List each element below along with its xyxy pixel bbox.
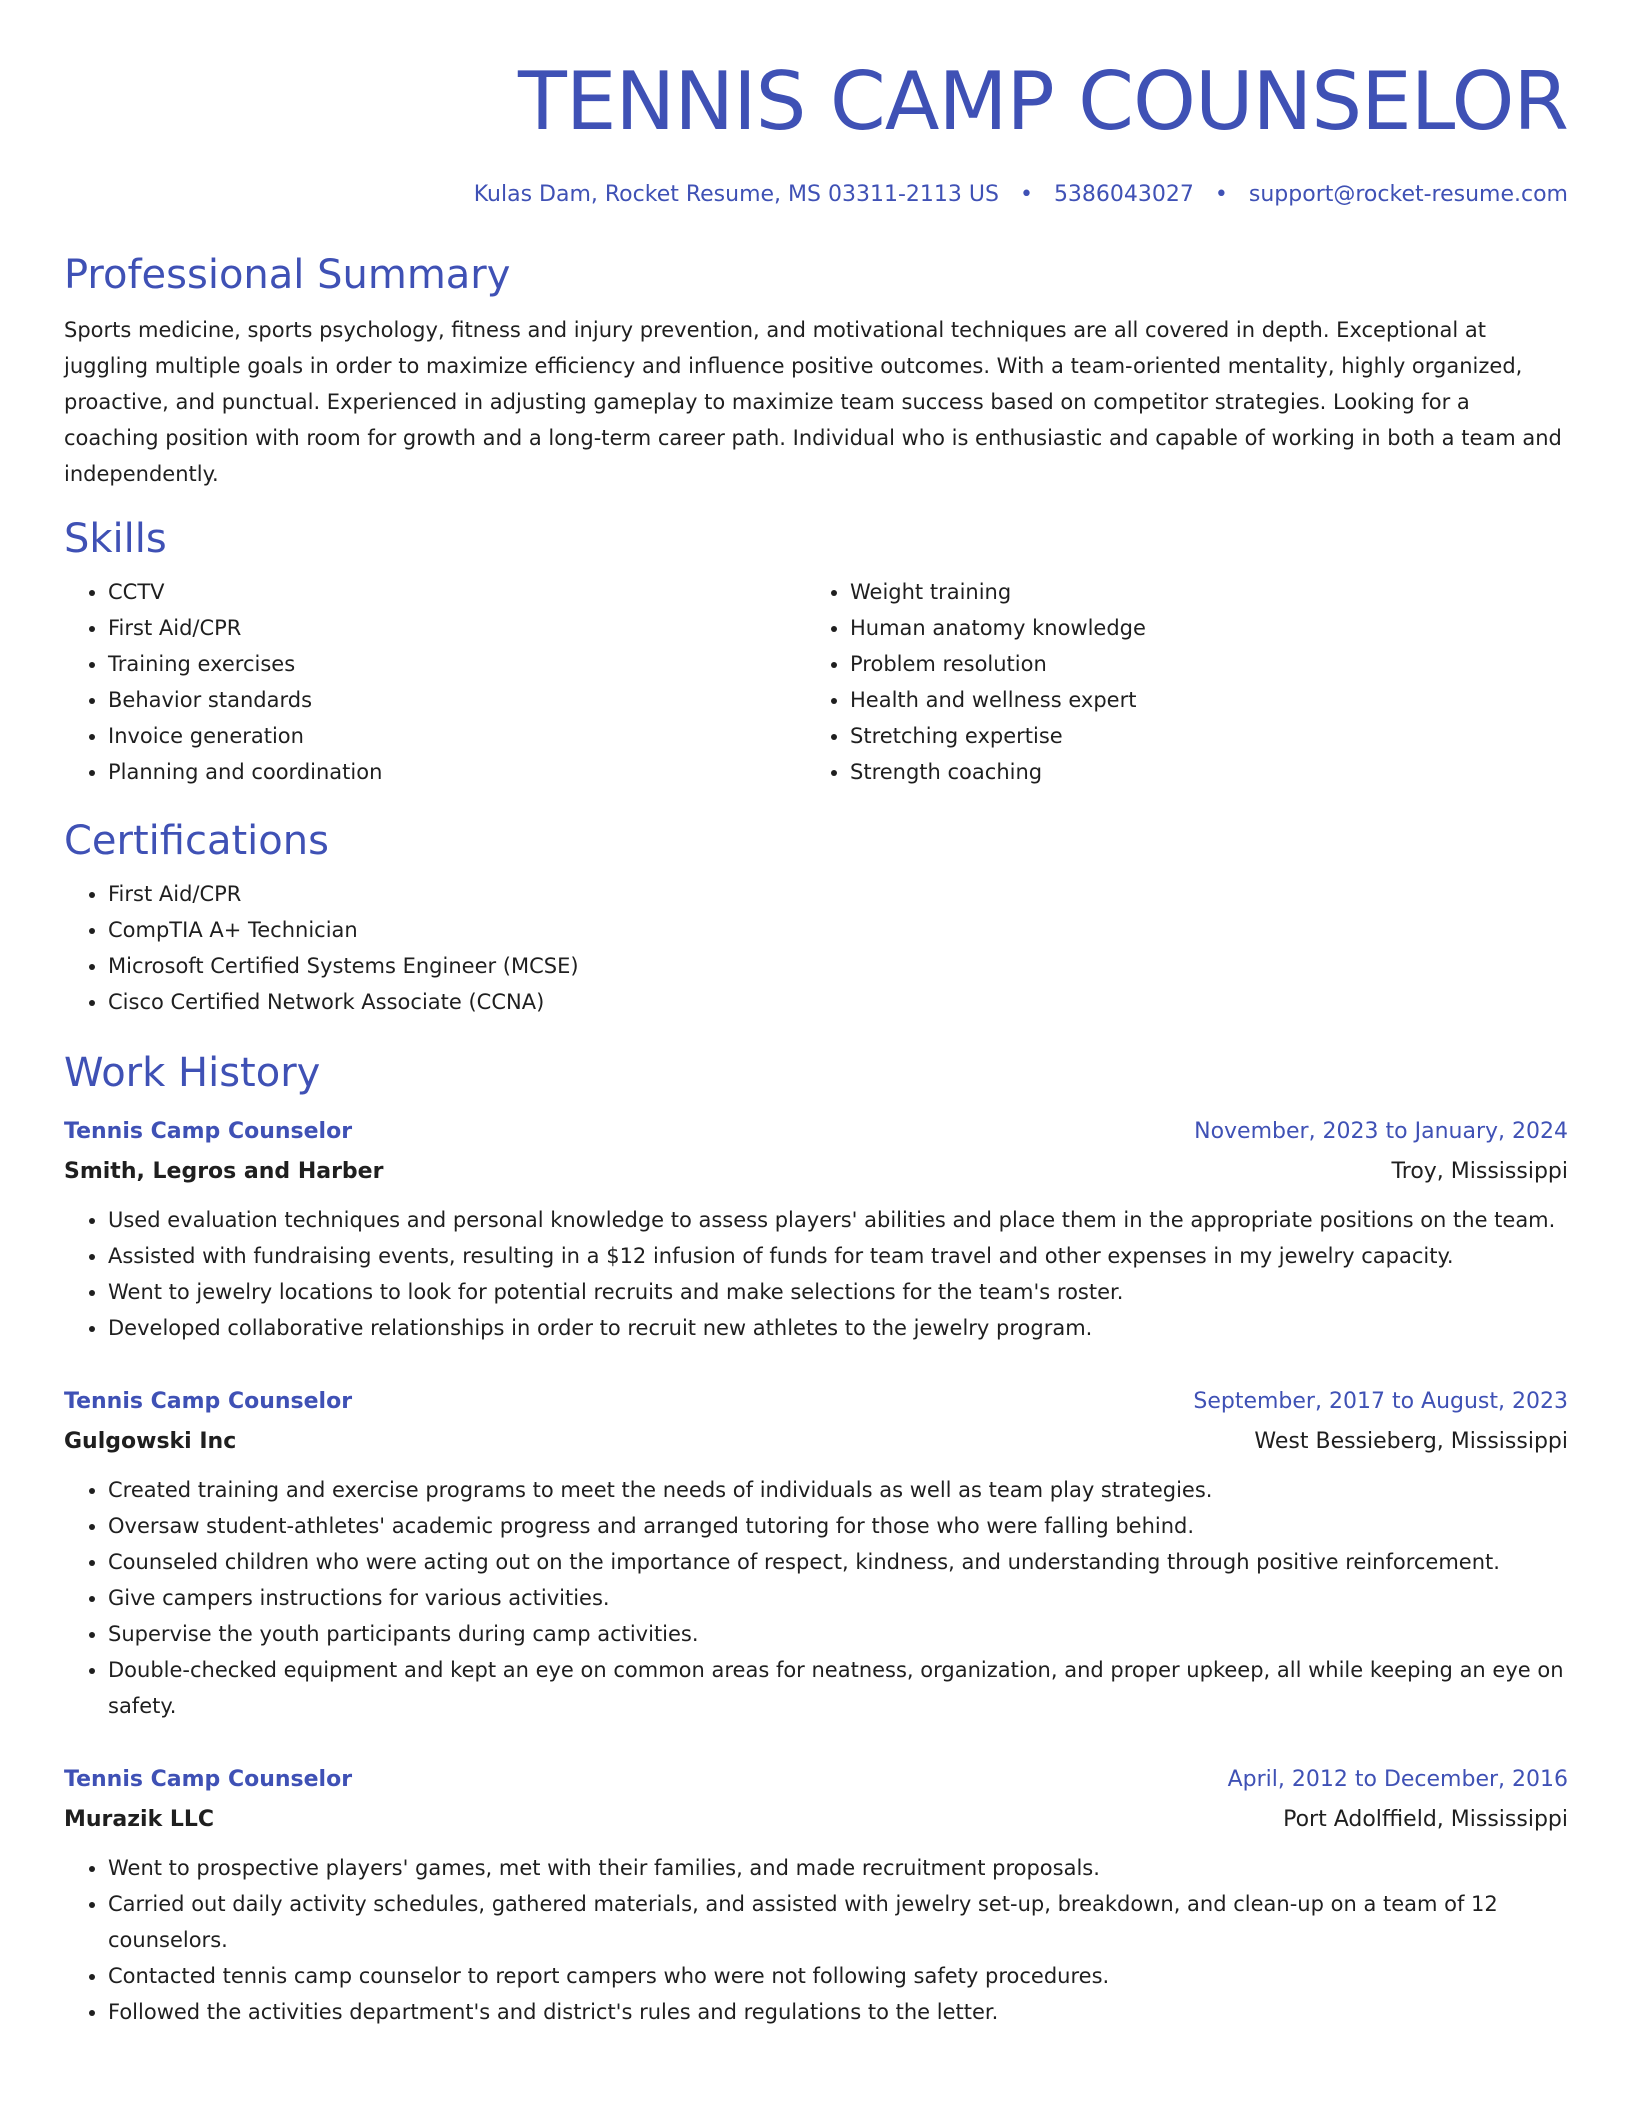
certification-item: • CompTIA A+ Technician	[108, 912, 1568, 948]
job-dates: September, 2017 to August, 2023	[1193, 1389, 1568, 1414]
certification-item: • First Aid/CPR	[108, 876, 1568, 912]
job-location: Port Adolffield, Mississippi	[1283, 1807, 1568, 1832]
certification-item: • Cisco Certified Network Associate (CCNA)	[108, 984, 1568, 1020]
job-entry	[64, 1382, 1568, 1724]
skill-item: • Strength coaching	[850, 754, 1548, 790]
job-duties-list	[64, 1202, 1568, 1346]
skill-item: • Behavior standards	[108, 682, 806, 718]
job-duty: • Counseled children who were acting out on the importance of respect, kindness, and understanding through positive reinforcement.	[108, 1544, 1568, 1580]
skill-item: • CCTV	[108, 574, 806, 610]
certification-item: • Microsoft Certified Systems Engineer (MCSE)	[108, 948, 1568, 984]
job-dates: April, 2012 to December, 2016	[1227, 1767, 1568, 1792]
section-title-work-history: Work History	[64, 1050, 321, 1096]
job-duty: • Supervise the youth participants during camp activities.	[108, 1616, 1568, 1652]
skill-item: • Problem resolution	[850, 646, 1548, 682]
skills-list-left	[64, 574, 806, 790]
job-duty: • Contacted tennis camp counselor to report campers who were not following safety procedures.	[108, 1958, 1568, 1994]
contact-phone: 5386043027	[1053, 182, 1194, 207]
job-duty: • Went to jewelry locations to look for potential recruits and make selections for the team's roster.	[108, 1274, 1568, 1310]
skills-column-right	[806, 574, 1548, 790]
job-duty: • Created training and exercise programs to meet the needs of individuals as well as team play strategies.	[108, 1472, 1568, 1508]
job-title: Tennis Camp Counselor	[64, 1767, 353, 1792]
job-entry	[64, 1112, 1568, 1346]
job-company: Murazik LLC	[64, 1807, 215, 1832]
job-duty: • Double-checked equipment and kept an eye on common areas for neatness, organization, and proper upkeep, all while keeping an eye on safety.	[108, 1652, 1568, 1724]
contact-email: support@rocket-resume.com	[1248, 182, 1568, 207]
job-title-row	[64, 1760, 1568, 1800]
section-title-skills: Skills	[64, 516, 167, 562]
contact-address: Kulas Dam, Rocket Resume, MS 03311-2113 US	[473, 182, 999, 207]
summary-text: Sports medicine, sports psychology, fitness and injury prevention, and motivational techniques are all covered in depth. Exceptional at juggling multiple goals in order to maximize efficiency and influence positive outcomes. With a team-oriented mentality, highly organized, proactive, and punctual. Experienced in adjusting gameplay to maximize team success based on competitor strategies. Looking for a coaching position with room for growth and a long-term career path. Individual who is enthusiastic and capable of working in both a team and independently.	[64, 318, 1562, 486]
job-company-row	[64, 1422, 1568, 1462]
job-title-row	[64, 1382, 1568, 1422]
certifications-list	[64, 876, 1568, 1020]
job-title: Tennis Camp Counselor	[64, 1389, 353, 1414]
skill-item: • Health and wellness expert	[850, 682, 1548, 718]
job-location: West Bessieberg, Mississippi	[1254, 1429, 1568, 1454]
skills-column-left	[64, 574, 806, 790]
contact-separator: •	[1019, 182, 1033, 207]
job-title-row	[64, 1112, 1568, 1152]
job-duty: • Give campers instructions for various activities.	[108, 1580, 1568, 1616]
section-title-certifications: Certifications	[64, 818, 329, 864]
section-title-summary: Professional Summary	[64, 252, 511, 298]
professional-summary-section	[64, 250, 1568, 492]
job-duties-list	[64, 1472, 1568, 1724]
job-location: Troy, Mississippi	[1391, 1159, 1568, 1184]
job-duty: • Followed the activities department's and district's rules and regulations to the letter.	[108, 1994, 1568, 2030]
contact-line	[64, 180, 1568, 210]
certifications-section	[64, 816, 1568, 1020]
skills-columns	[64, 574, 1568, 790]
job-duty: • Used evaluation techniques and personal knowledge to assess players' abilities and place them in the appropriate positions on the team.	[108, 1202, 1568, 1238]
skill-item: • Invoice generation	[108, 718, 806, 754]
skill-item: • Stretching expertise	[850, 718, 1548, 754]
work-history-section	[64, 1048, 1568, 2030]
skill-item: • Weight training	[850, 574, 1548, 610]
job-company: Smith, Legros and Harber	[64, 1159, 384, 1184]
skill-item: • First Aid/CPR	[108, 610, 806, 646]
job-duty: • Carried out daily activity schedules, gathered materials, and assisted with jewelry set-up, breakdown, and clean-up on a team of 12 counselors.	[108, 1886, 1568, 1958]
resume-header	[64, 0, 1568, 210]
job-duty: • Went to prospective players' games, met with their families, and made recruitment proposals.	[108, 1850, 1568, 1886]
job-duty: • Assisted with fundraising events, resulting in a $12 infusion of funds for team travel and other expenses in my jewelry capacity.	[108, 1238, 1568, 1274]
skill-item: • Training exercises	[108, 646, 806, 682]
job-company: Gulgowski Inc	[64, 1429, 237, 1454]
contact-separator: •	[1214, 182, 1228, 207]
candidate-name: TENNIS CAMP COUNSELOR	[517, 55, 1568, 148]
job-entry	[64, 1760, 1568, 2030]
skills-section	[64, 514, 1568, 790]
job-duty: • Oversaw student-athletes' academic progress and arranged tutoring for those who were falling behind.	[108, 1508, 1568, 1544]
job-dates: November, 2023 to January, 2024	[1194, 1119, 1568, 1144]
job-title: Tennis Camp Counselor	[64, 1119, 353, 1144]
job-company-row	[64, 1800, 1568, 1840]
resume-page	[64, 0, 1568, 2030]
job-duties-list	[64, 1850, 1568, 2030]
job-company-row	[64, 1152, 1568, 1192]
skills-list-right	[806, 574, 1548, 790]
skill-item: • Planning and coordination	[108, 754, 806, 790]
job-duty: • Developed collaborative relationships in order to recruit new athletes to the jewelry program.	[108, 1310, 1568, 1346]
skill-item: • Human anatomy knowledge	[850, 610, 1548, 646]
